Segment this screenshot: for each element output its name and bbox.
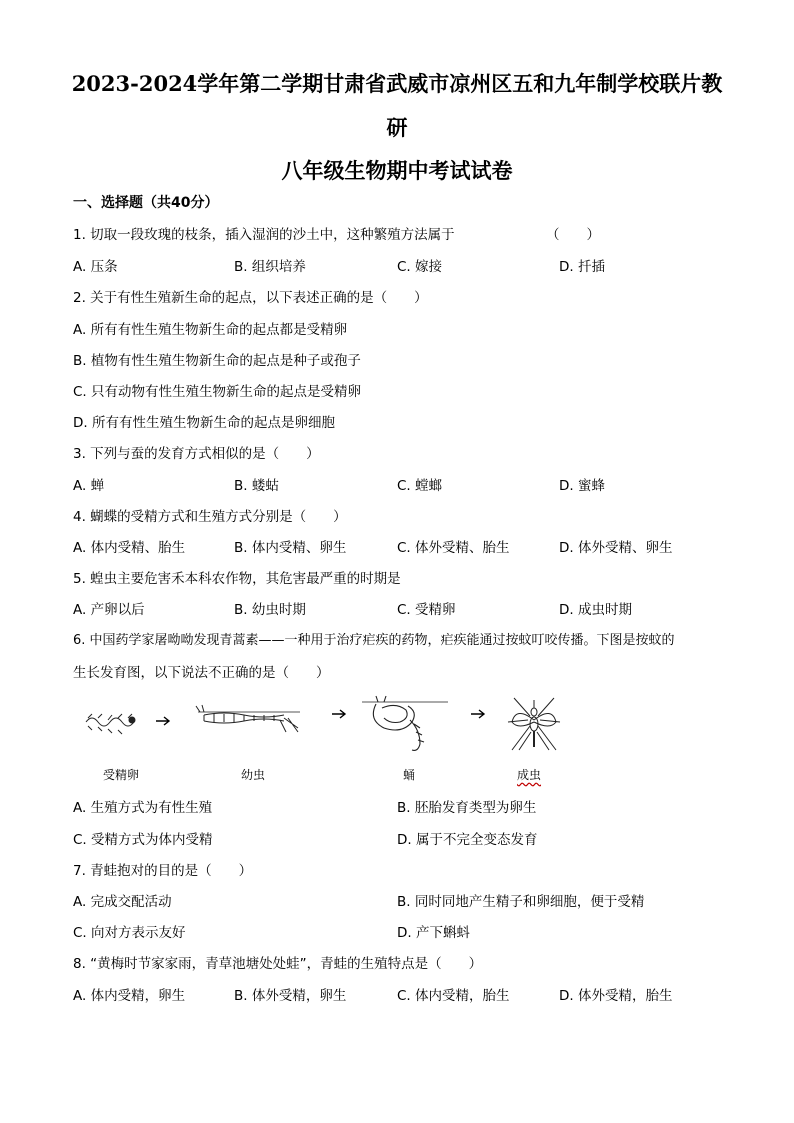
question-stem: 3. 下列与蚕的发育方式相似的是（ ） [73,446,320,462]
question-stem-line2: 生长发育图，以下说法不正确的是（ ） [73,665,330,681]
option-a: A. 体内受精、胎生 [73,540,186,556]
option-d: D. 蜜蜂 [559,478,605,494]
answer-bracket: （ ） [546,227,600,243]
option-b: B. 植物有性生殖生物新生命的起点是种子或孢子 [73,353,361,369]
option-c: C. 向对方表示友好 [73,925,186,941]
option-b: B. 同时同地产生精子和卵细胞，便于受精 [397,894,645,910]
question-stem: 1. 切取一段玫瑰的枝条，插入湿润的沙土中，这种繁殖方法属于 [73,227,455,243]
option-b: B. 幼虫时期 [234,602,306,618]
option-b: B. 体内受精、卵生 [234,540,347,556]
pupa-illustration [362,696,448,750]
option-a: A. 压条 [73,259,118,275]
option-a: A. 产卵以后 [73,602,145,618]
option-d: D. 属于不完全变态发育 [397,832,538,848]
option-d: D. 产下蝌蚪 [397,925,470,941]
arrow-icon [332,710,345,718]
option-d: D. 成虫时期 [559,602,632,618]
figure-label-pupa: 蛹 [403,768,416,782]
option-a: A. 体内受精，卵生 [73,988,186,1004]
option-a: A. 完成交配活动 [73,894,172,910]
option-d: D. 扦插 [559,259,605,275]
option-b: B. 体外受精，卵生 [234,988,347,1004]
page-title-line1: 2023-2024学年第二学期甘肃省武威市凉州区五和九年制学校联片教 [71,71,723,96]
option-d: D. 体外受精、卵生 [559,540,673,556]
question-stem: 4. 蝴蝶的受精方式和生殖方式分别是（ ） [73,509,347,525]
question-stem: 8. “黄梅时节家家雨，青草池塘处处蛙”，青蛙的生殖特点是（ ） [73,956,483,972]
option-c: C. 体外受精、胎生 [397,540,510,556]
option-c: C. 受精方式为体内受精 [73,832,213,848]
section-heading: 一、选择题（共40分） [73,195,219,211]
option-b: B. 组织培养 [234,259,306,275]
arrow-icon [471,710,484,718]
option-b: B. 蝼蛄 [234,478,279,494]
option-c: C. 嫁接 [397,259,443,275]
option-a: A. 蝉 [73,478,105,494]
option-a: A. 生殖方式为有性生殖 [73,800,213,816]
egg-raft-illustration [86,714,135,734]
arrow-icon [156,717,169,725]
option-c: C. 受精卵 [397,602,456,618]
option-c: C. 只有动物有性生殖生物新生命的起点是受精卵 [73,384,362,400]
page-title-line2: 研 [386,115,408,140]
question-stem: 2. 关于有性生殖新生命的起点，以下表述正确的是（ ） [73,290,428,306]
question-stem: 7. 青蛙抱对的目的是（ ） [73,863,253,879]
mosquito-lifecycle-figure [80,690,580,760]
adult-mosquito-illustration [508,698,560,750]
figure-label-adult: 成虫 [517,768,542,782]
question-stem-line1: 6. 中国药学家屠呦呦发现青蒿素——一种用于治疗疟疾的药物，疟疾能通过按蚊叮咬传播。下图是按蚊的 [73,633,675,648]
option-c: C. 螳螂 [397,478,443,494]
larva-illustration [196,705,300,732]
option-a: A. 所有有性生殖生物新生命的起点都是受精卵 [73,322,348,338]
figure-label-egg: 受精卵 [103,768,140,782]
page-subtitle: 八年级生物期中考试试卷 [281,158,513,183]
option-d: D. 所有有性生殖生物新生命的起点是卵细胞 [73,415,335,431]
figure-label-larva: 幼虫 [241,768,266,782]
option-d: D. 体外受精，胎生 [559,988,673,1004]
option-b: B. 胚胎发育类型为卵生 [397,800,537,816]
question-stem: 5. 蝗虫主要危害禾本科农作物，其危害最严重的时期是 [73,571,401,587]
option-c: C. 体内受精，胎生 [397,988,510,1004]
